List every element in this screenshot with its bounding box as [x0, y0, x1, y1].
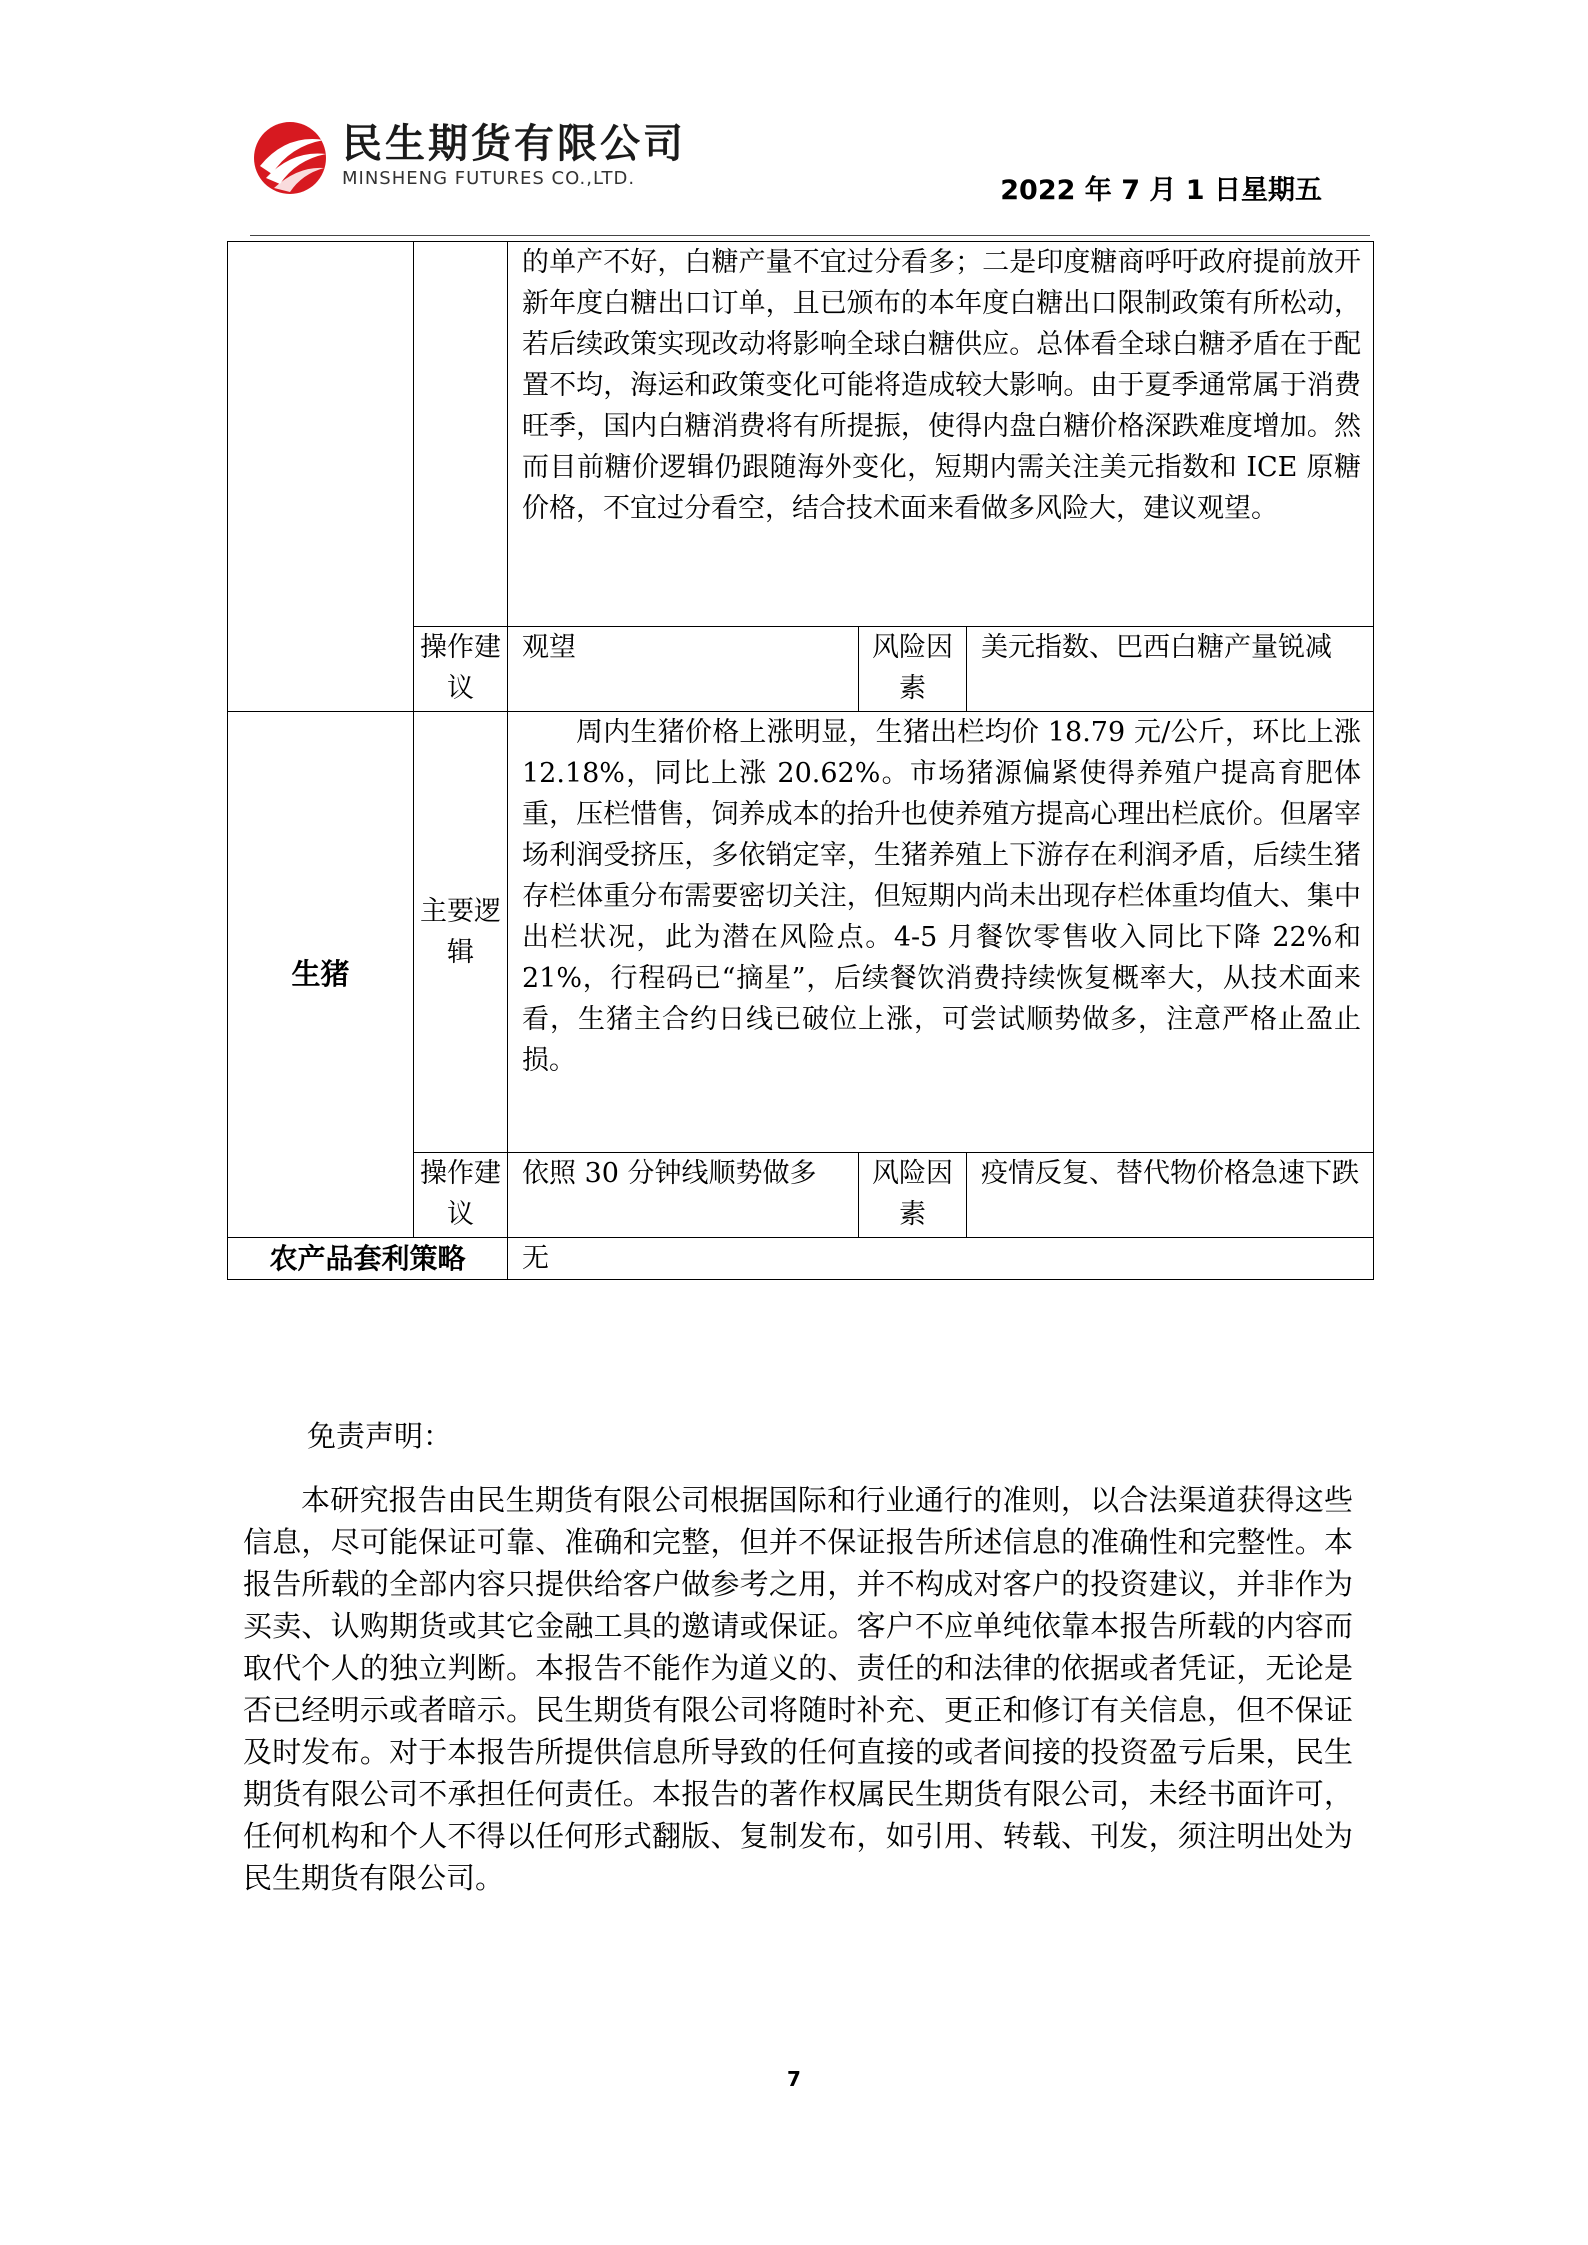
sugar-op-value: 观望 [508, 627, 859, 712]
table-row [228, 712, 1374, 1153]
arbitrage-value: 无 [508, 1238, 1374, 1280]
hog-category: 生猪 [228, 712, 414, 1238]
table-row [228, 1238, 1374, 1280]
table-row [228, 242, 1374, 627]
arbitrage-label: 农产品套利策略 [228, 1238, 508, 1280]
sugar-op-label: 操作建议 [414, 627, 508, 712]
disclaimer-section [243, 1415, 1353, 1899]
hog-op-label: 操作建议 [414, 1153, 508, 1238]
hog-op-value: 依照 30 分钟线顺势做多 [508, 1153, 859, 1238]
sugar-risk-value: 美元指数、巴西白糖产量锐减 [967, 627, 1374, 712]
minsheng-swoosh-logo-icon [250, 118, 330, 198]
company-logo [250, 110, 750, 200]
sugar-category-cell [228, 242, 414, 712]
sugar-risk-label: 风险因素 [859, 627, 967, 712]
disclaimer-body: 本研究报告由民生期货有限公司根据国际和行业通行的准则，以合法渠道获得这些信息，尽可能保证可靠、准确和完整，但并不保证报告所述信息的准确性和完整性。本报告所载的全部内容只提供给客户做参考之用，并不构成对客户的投资建议，并非作为买卖、认购期货或其它金融工具的邀请或保证。客户不应单纯依靠本报告所载的内容而取代个人的独立判断。本报告不能作为道义的、责任的和法律的依据或者凭证，无论是否已经明示或者暗示。民生期货有限公司将随时补充、更正和修订有关信息，但不保证及时发布。对于本报告所提供信息所导致的任何直接的或者间接的投资盈亏后果，民生期货有限公司不承担任何责任。本报告的著作权属民生期货有限公司，未经书面许可，任何机构和个人不得以任何形式翻版、复制发布，如引用、转载、刊发，须注明出处为民生期货有限公司。 [243, 1483, 1353, 1895]
page-number: 7 [787, 2067, 801, 2091]
page-header [250, 110, 1360, 240]
header-divider [250, 235, 1370, 236]
sugar-logic-text: 的单产不好，白糖产量不宜过分看多；二是印度糖商呼吁政府提前放开新年度白糖出口订单，且已颁布的本年度白糖出口限制政策有所松动，若后续政策实现改动将影响全球白糖供应。总体看全球白糖矛盾在于配置不均，海运和政策变化可能将造成较大影响。由于夏季通常属于消费旺季，国内白糖消费将有所提振，使得内盘白糖价格深跌难度增加。然而目前糖价逻辑仍跟随海外变化，短期内需关注美元指数和 ICE 原糖价格，不宜过分看空，结合技术面来看做多风险大，建议观望。 [508, 242, 1374, 627]
company-name-cn: 民生期货有限公司 [342, 121, 686, 167]
hog-logic-label: 主要逻辑 [414, 712, 508, 1153]
hog-risk-label: 风险因素 [859, 1153, 967, 1238]
hog-risk-value: 疫情反复、替代物价格急速下跌 [967, 1153, 1374, 1238]
strategy-table [227, 241, 1374, 1280]
report-date: 2022 年 7 月 1 日星期五 [1000, 175, 1322, 206]
disclaimer-title: 免责声明： [307, 1419, 453, 1453]
sugar-logic-label-cell [414, 242, 508, 627]
hog-logic-text: 周内生猪价格上涨明显，生猪出栏均价 18.79 元/公斤，环比上涨 12.18%，同比上涨 20.62%。市场猪源偏紧使得养殖户提高育肥体重，压栏惜售，饲养成本的抬升也使养殖方提高心理出栏底价。但屠宰场利润受挤压，多依销定宰，生猪养殖上下游存在利润矛盾，后续生猪存栏体重分布需要密切关注，但短期内尚未出现存栏体重均值大、集中出栏状况，此为潜在风险点。4-5 月餐饮零售收入同比下降 22%和 21%，行程码已“摘星”，后续餐饮消费持续恢复概率大，从技术面来看，生猪主合约日线已破位上涨，可尝试顺势做多，注意严格止盈止损。 [508, 712, 1374, 1153]
company-name-en: MINSHENG FUTURES CO.,LTD. [342, 168, 636, 189]
